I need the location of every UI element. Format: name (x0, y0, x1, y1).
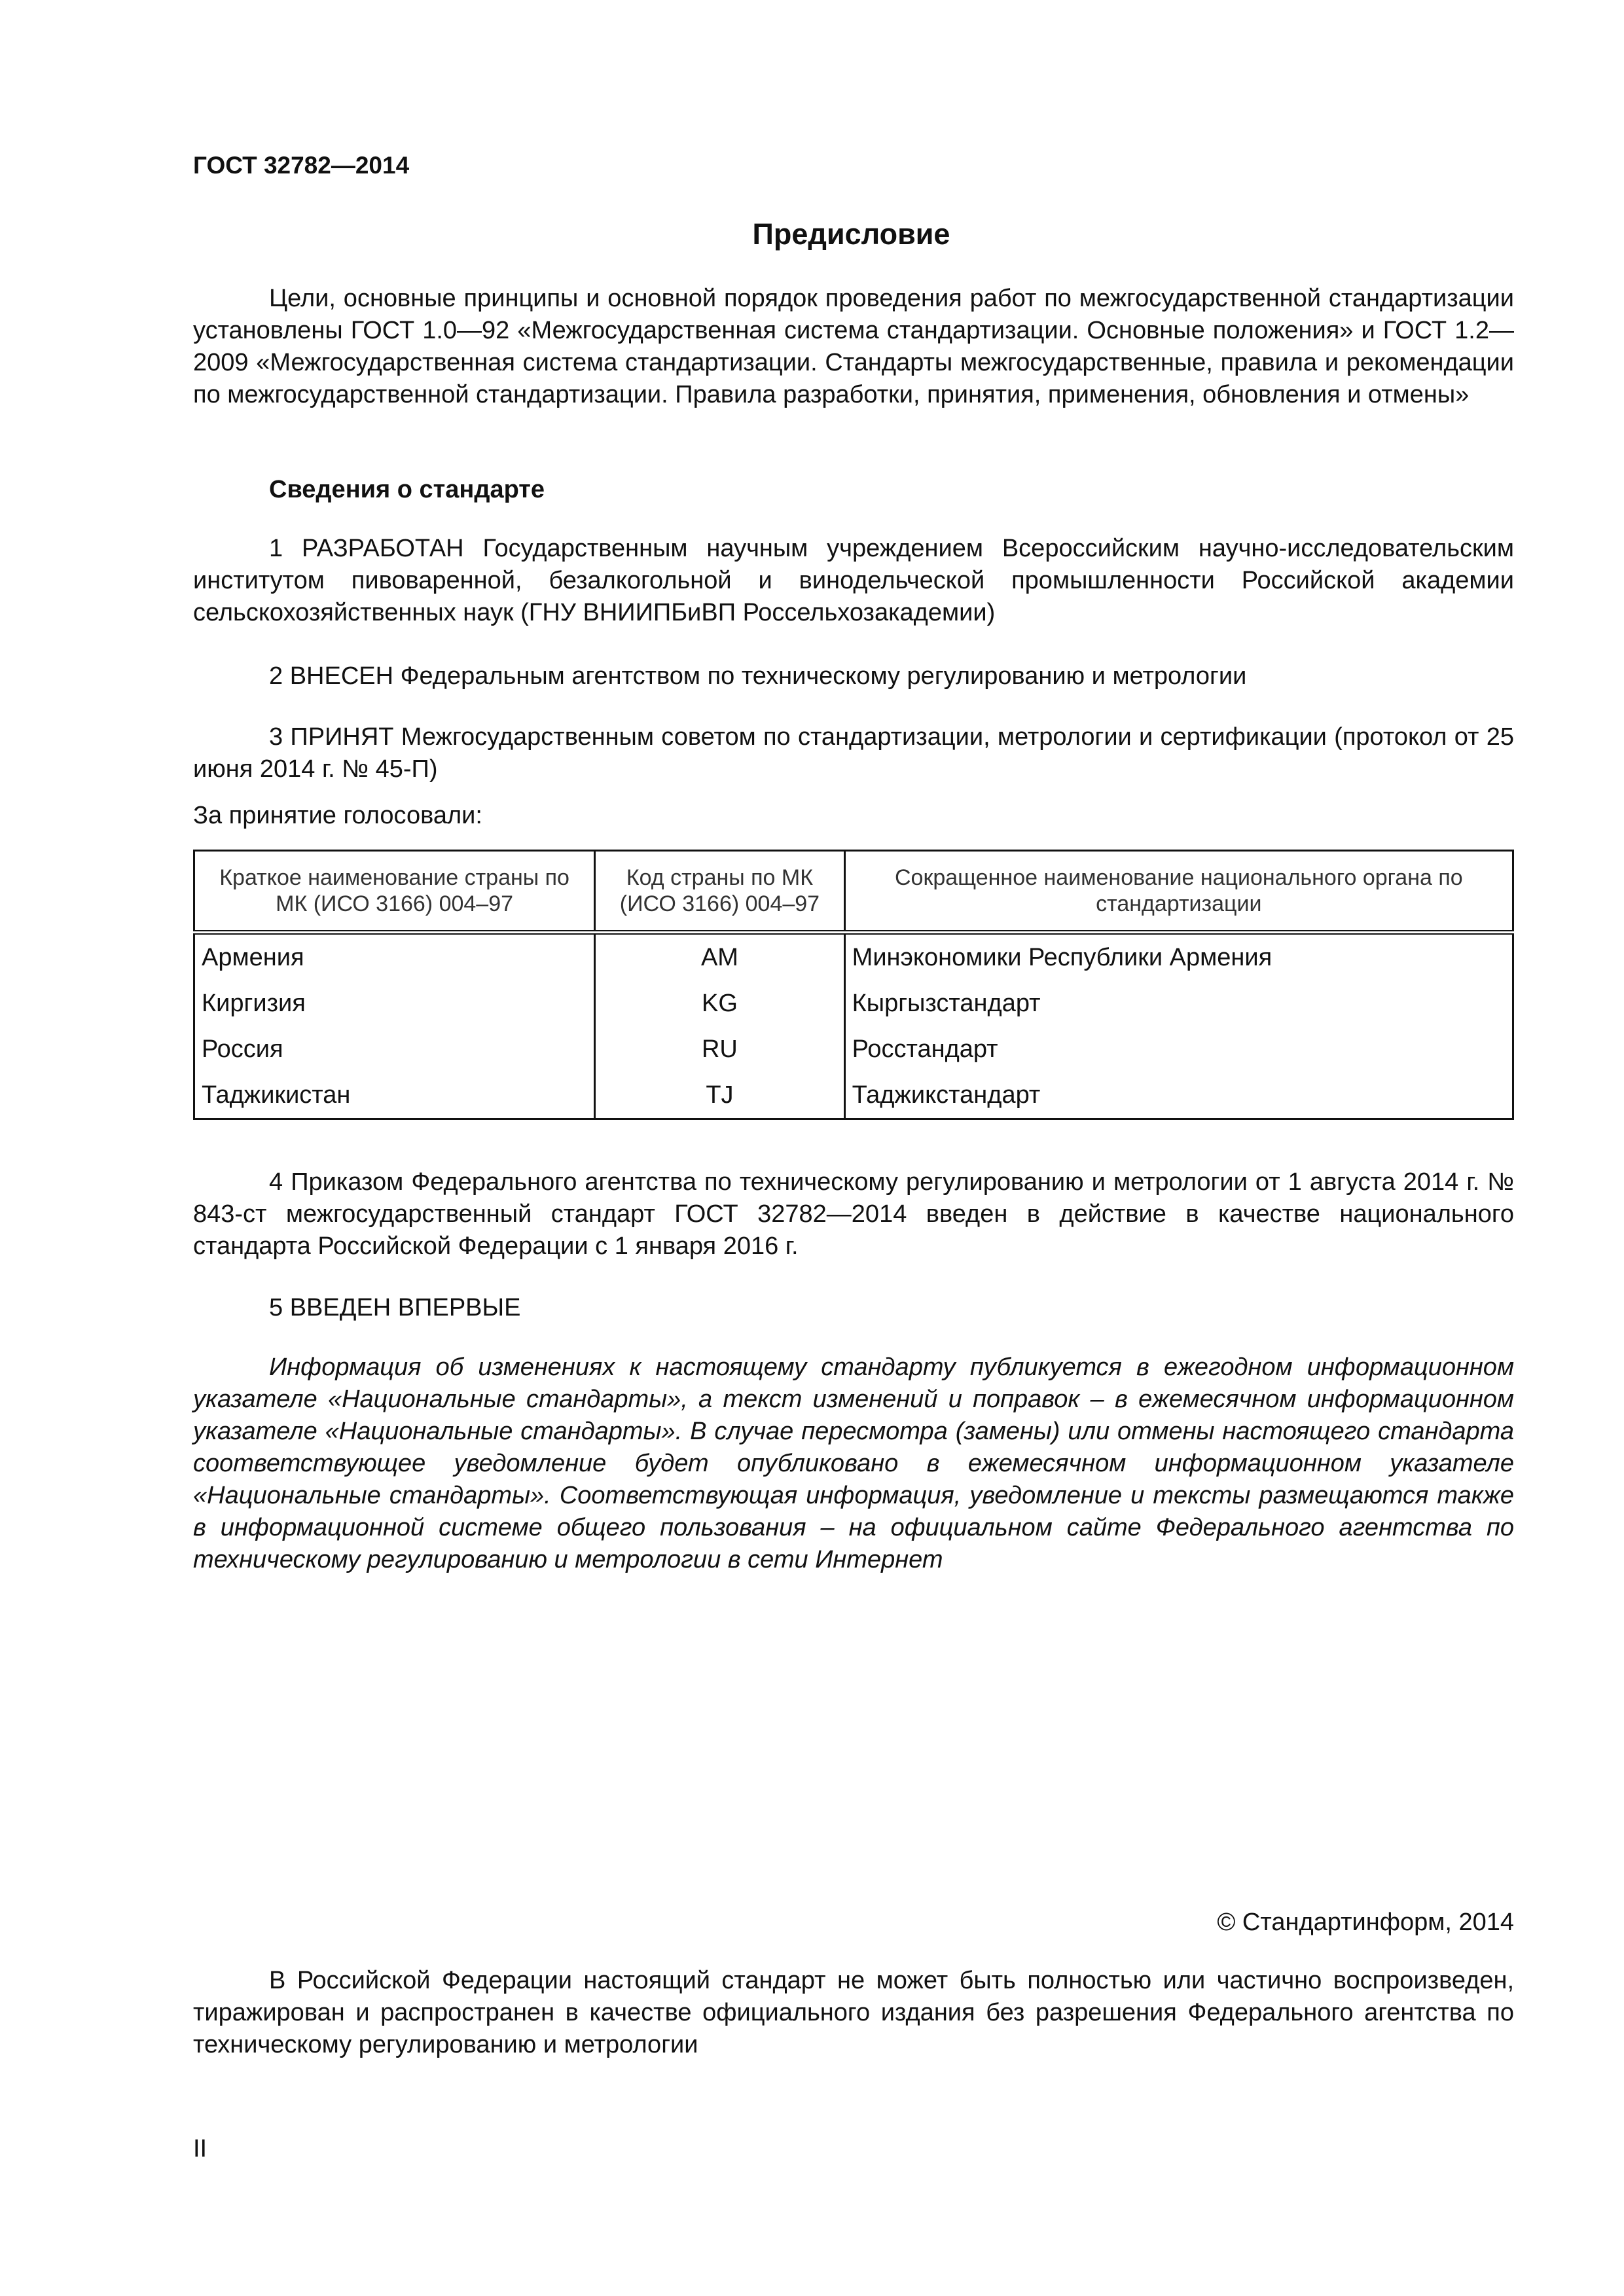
country-cell: Россия (194, 1026, 595, 1072)
standard-id-header: ГОСТ 32782—2014 (193, 152, 410, 179)
item-1-paragraph: 1 РАЗРАБОТАН Государственным научным учреждением Всероссийским научно-исследовательским институтом пивоваренной, безалкогольной и винодельческой промышленности Российской академии сельскохозяйственных наук (ГНУ ВНИИПБиВП Россельхозакадемии) (193, 535, 1514, 626)
table-row (194, 1072, 1513, 1119)
copyright-notice: © Стандартинформ, 2014 (1217, 1909, 1514, 1936)
item-3-paragraph: 3 ПРИНЯТ Межгосударственным советом по стандартизации, метрологии и сертификации (протокол от 25 июня 2014 г. № 45-П) (193, 723, 1514, 783)
country-cell: Киргизия (194, 980, 595, 1026)
header-country-code: Код страны по МК (ИСО 3166) 004–97 (595, 851, 844, 933)
intro-paragraph: Цели, основные принципы и основной порядок проведения работ по межгосударственной стандартизации установлены ГОСТ 1.0—92 «Межгосударственная система стандартизации. Основные положения» и ГОСТ 1.2—2009 «Межгосударственная система стандартизации. Стандарты межгосударственные, правила и рекомендации по межгосударственной стандартизации. Правила разработки, принятия, применения, обновления и отмены» (193, 285, 1514, 408)
page-number: II (193, 2135, 208, 2162)
body-cell: Кыргызстандарт (844, 980, 1513, 1026)
table-header-row (194, 851, 1513, 933)
vote-label: За принятие голосовали: (193, 802, 482, 829)
info-heading: Сведения о стандарте (269, 476, 545, 503)
body-cell: Таджикстандарт (844, 1072, 1513, 1119)
item-4-paragraph: 4 Приказом Федерального агентства по техническому регулированию и метрологии от 1 августа 2014 г. № 843-ст межгосударственный стандарт ГОСТ 32782—2014 введен в действие в качестве национального стандарта Российской Федерации с 1 января 2016 г. (193, 1168, 1514, 1260)
code-cell: KG (595, 980, 844, 1026)
table-row (194, 1026, 1513, 1072)
country-cell: Таджикистан (194, 1072, 595, 1119)
item-5-paragraph: 5 ВВЕДЕН ВПЕРВЫЕ (269, 1294, 521, 1321)
changes-info-paragraph: Информация об изменениях к настоящему стандарту публикуется в ежегодном информационном указателе «Национальные стандарты», а текст изменений и поправок – в ежемесячном информационном указателе «Национальные стандарты». В случае пересмотра (замены) или отмены настоящего стандарта соответствующее уведомление будет опубликовано в ежемесячном информационном указателе «Национальные стандарты». Соответствующая информация, уведомление и тексты размещаются также в информационной системе общего пользования – на официальном сайте Федерального агентства по техническому регулированию и метрологии в сети Интернет (193, 1354, 1514, 1573)
page-title: Предисловие (752, 217, 950, 251)
body-cell: Минэкономики Республики Армения (844, 933, 1513, 981)
code-cell: TJ (595, 1072, 844, 1119)
header-country-name: Краткое наименование страны по МК (ИСО 3166) 004–97 (194, 851, 595, 933)
header-standards-body: Сокращенное наименование национального органа по стандартизации (844, 851, 1513, 933)
code-cell: RU (595, 1026, 844, 1072)
code-cell: AM (595, 933, 844, 981)
table-row (194, 980, 1513, 1026)
body-cell: Росстандарт (844, 1026, 1513, 1072)
table-row (194, 933, 1513, 981)
country-cell: Армения (194, 933, 595, 981)
rights-notice-paragraph: В Российской Федерации настоящий стандарт не может быть полностью или частично воспроизведен, тиражирован и распространен в качестве официального издания без разрешения Федерального агентства по техническому регулированию и метрологии (193, 1967, 1514, 2058)
item-2-paragraph: 2 ВНЕСЕН Федеральным агентством по техническому регулированию и метрологии (269, 662, 1247, 690)
voting-table (193, 850, 1514, 1120)
